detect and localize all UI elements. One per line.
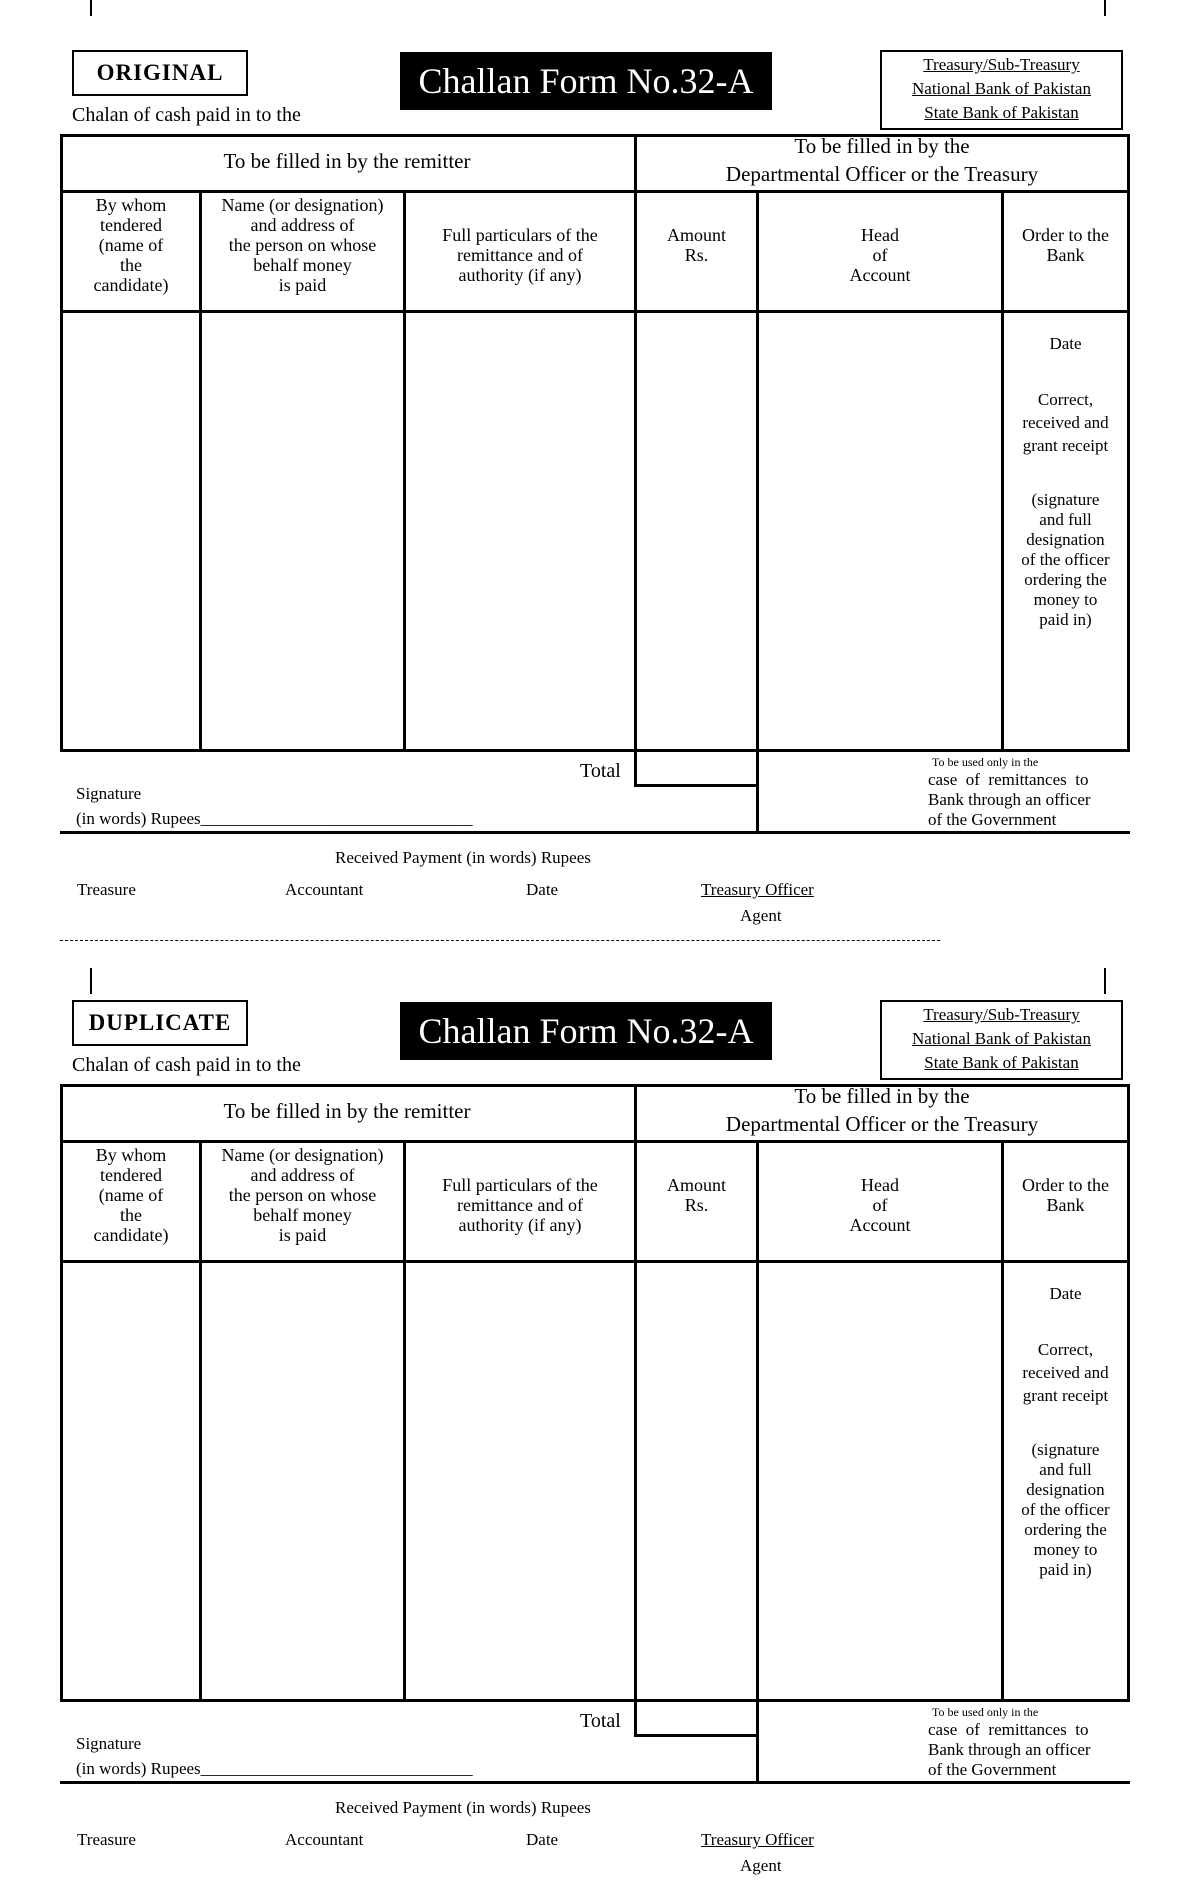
amount-in-words-field[interactable]: (in words) Rupees________________________________ xyxy=(76,809,473,828)
header-rule xyxy=(60,1260,1130,1263)
gov-note: case of remittances to Bank through an officer of the Government xyxy=(928,770,1091,829)
order-signature-note: (signature and full designation of the officer ordering the money to paid in) xyxy=(1021,1440,1110,1579)
destination-treasury: Treasury/Sub-Treasury xyxy=(923,1005,1080,1024)
order-date-label: Date xyxy=(1049,334,1082,353)
destination-box xyxy=(880,1000,1123,1080)
destination-sbp: State Bank of Pakistan xyxy=(924,1053,1079,1072)
gov-note-heading: To be used only in the xyxy=(932,755,1039,769)
col-header-order-to-bank: Order to the Bank xyxy=(1022,225,1109,265)
table-right-border xyxy=(1127,1084,1130,1702)
col-header-head-of-account: Head of Account xyxy=(849,225,911,285)
date-label: Date xyxy=(526,880,559,899)
col-header-name-address: Name (or designation) and address of the person on whose behalf money is paid xyxy=(221,1145,384,1245)
remitter-section-title: To be filled in by the remitter xyxy=(223,1099,471,1123)
copy-label: ORIGINAL xyxy=(72,50,248,96)
col-header-by-whom: By whom tendered (name of the candidate) xyxy=(93,195,169,295)
copy-label: DUPLICATE xyxy=(72,1000,248,1046)
form-subtitle: Chalan of cash paid in to the xyxy=(72,1054,301,1076)
treasury-officer-label: Treasury Officer xyxy=(701,880,814,899)
form-title: Challan Form No.32-A xyxy=(400,1002,772,1060)
destination-sbp: State Bank of Pakistan xyxy=(924,103,1079,122)
form-subtitle: Chalan of cash paid in to the xyxy=(72,104,301,126)
column-divider xyxy=(756,1140,759,1784)
order-signature-note: (signature and full designation of the officer ordering the money to paid in) xyxy=(1021,490,1110,629)
treasure-label: Treasure xyxy=(77,1830,136,1849)
destination-nbp: National Bank of Pakistan xyxy=(912,79,1091,98)
gov-note-heading: To be used only in the xyxy=(932,1705,1039,1719)
agent-label: Agent xyxy=(740,906,782,925)
col-header-amount: Amount Rs. xyxy=(666,225,726,265)
challan-copy-duplicate xyxy=(0,950,1200,1900)
treasury-officer-label: Treasury Officer xyxy=(701,1830,814,1849)
accountant-label: Accountant xyxy=(285,880,364,899)
amount-in-words-field[interactable]: (in words) Rupees________________________________ xyxy=(76,1759,473,1778)
destination-box xyxy=(880,50,1123,130)
received-payment-label: Received Payment (in words) Rupees xyxy=(335,1798,591,1817)
col-header-head-of-account: Head of Account xyxy=(849,1175,911,1235)
cut-mark-left xyxy=(90,968,92,994)
cut-line xyxy=(60,940,940,941)
header-rule xyxy=(60,310,1130,313)
form-title: Challan Form No.32-A xyxy=(400,52,772,110)
destination-nbp: National Bank of Pakistan xyxy=(912,1029,1091,1048)
date-label: Date xyxy=(526,1830,559,1849)
column-divider xyxy=(756,190,759,834)
challan-copy-original xyxy=(0,0,1200,950)
col-header-particulars: Full particulars of the remittance and of authority (if any) xyxy=(442,1175,598,1235)
section-rule xyxy=(60,1140,1130,1143)
section-rule xyxy=(60,190,1130,193)
order-correct-note: Correct, received and grant receipt xyxy=(1022,390,1109,455)
col-header-by-whom: By whom tendered (name of the candidate) xyxy=(93,1145,169,1245)
total-label: Total xyxy=(580,1710,621,1732)
col-header-order-to-bank: Order to the Bank xyxy=(1022,1175,1109,1215)
remitter-section-title: To be filled in by the remitter xyxy=(223,149,471,173)
accountant-label: Accountant xyxy=(285,1830,364,1849)
order-date-label: Date xyxy=(1049,1284,1082,1303)
challan-table xyxy=(60,1084,1130,1779)
total-box-rule xyxy=(634,784,758,787)
footer-rule xyxy=(60,1781,1130,1784)
total-box-rule xyxy=(634,1734,758,1737)
col-header-name-address: Name (or designation) and address of the person on whose behalf money is paid xyxy=(221,195,384,295)
cut-mark-right xyxy=(1104,968,1106,994)
signature-label: Signature xyxy=(76,1734,142,1753)
total-label: Total xyxy=(580,760,621,782)
officer-section-title: To be filled in by the Departmental Officer or the Treasury xyxy=(725,1084,1039,1136)
received-payment-label: Received Payment (in words) Rupees xyxy=(335,848,591,867)
cut-mark-left xyxy=(90,0,92,16)
col-header-particulars: Full particulars of the remittance and of authority (if any) xyxy=(442,225,598,285)
footer-rule xyxy=(60,831,1130,834)
col-header-amount: Amount Rs. xyxy=(666,1175,726,1215)
signature-label: Signature xyxy=(76,784,142,803)
gov-note: case of remittances to Bank through an officer of the Government xyxy=(928,1720,1091,1779)
treasure-label: Treasure xyxy=(77,880,136,899)
challan-table xyxy=(60,134,1130,829)
officer-section-title: To be filled in by the Departmental Officer or the Treasury xyxy=(725,134,1039,186)
order-correct-note: Correct, received and grant receipt xyxy=(1022,1340,1109,1405)
table-right-border xyxy=(1127,134,1130,752)
body-bottom-rule xyxy=(60,749,1130,752)
cut-mark-right xyxy=(1104,0,1106,16)
column-divider xyxy=(1001,190,1004,752)
destination-treasury: Treasury/Sub-Treasury xyxy=(923,55,1080,74)
column-divider xyxy=(1001,1140,1004,1702)
body-bottom-rule xyxy=(60,1699,1130,1702)
agent-label: Agent xyxy=(740,1856,782,1875)
